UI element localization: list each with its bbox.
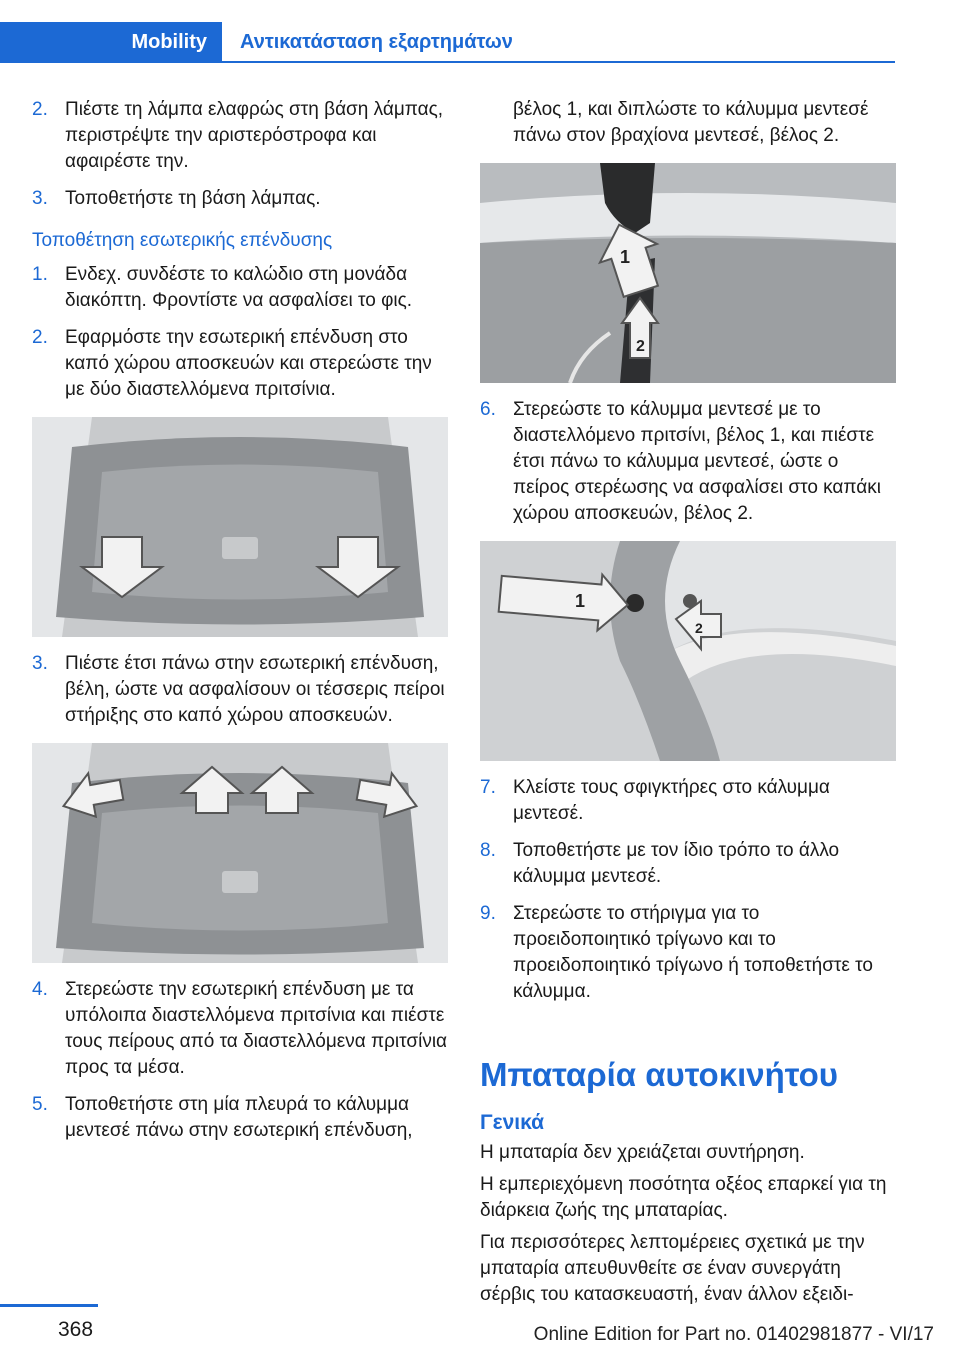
list-item <box>480 397 896 527</box>
step-number: 1. <box>32 264 48 285</box>
step-text: Κλείστε τους σφιγκτήρες στο κάλυμμα μεντεσέ. <box>513 777 830 824</box>
list-item <box>32 262 448 314</box>
step-number: 5. <box>32 1094 48 1115</box>
step-text: Τοποθετήστε με τον ίδιο τρόπο το άλλο κάλυμμα μεντεσέ. <box>513 840 840 887</box>
step-text: Ενδεχ. συνδέστε το καλώδιο στη μονάδα διακόπτη. Φροντίστε να ασφαλίσει το φις. <box>65 264 413 311</box>
list-item <box>32 97 448 175</box>
step-number: 8. <box>480 840 496 861</box>
step-text: Τοποθετήστε τη βάση λάμπας. <box>65 188 321 209</box>
step-number: 6. <box>480 399 496 420</box>
hinge-cover-figure-2 <box>480 541 896 761</box>
footer-divider <box>0 1304 98 1307</box>
step-number: 9. <box>480 903 496 924</box>
edition-footer: Online Edition for Part no. 01402981877 - VI/17 <box>533 1324 934 1345</box>
page-number: 368 <box>58 1318 94 1341</box>
step-text: Στερεώστε την εσωτερική επένδυση με τα υπόλοιπα διαστελλόμενα πριτσίνια και πιέστε τους πείρους από τα διαστελλόμενα πριτσίνια προς τα μέσα. <box>65 979 448 1078</box>
step-text: Πιέστε έτσι πάνω στην εσωτερική επένδυση, βέλη, ώστε να ασφαλίσουν οι τέσσερις πείροι στήριξης στο καπό χώρου αποσκευών. <box>65 653 445 726</box>
header-bar <box>0 22 895 62</box>
subheading: Τοποθέτηση εσωτερικής επένδυσης <box>32 230 333 251</box>
step-number: 3. <box>32 188 48 209</box>
continuation-text: βέλος 1, και διπλώστε το κάλυμμα μεντεσέ πάνω στον βραχίονα μεντεσέ, βέλος 2. <box>513 99 869 146</box>
list-item <box>32 1092 448 1144</box>
chapter-title[interactable]: Αντικατάσταση εξαρτημάτων <box>240 31 513 53</box>
step-text: Στερεώστε το κάλυμμα μεντεσέ με το διαστελλόμενο πριτσίνι, βέλος 1, και πιέστε έτσι πάνω το κάλυμμα μεντεσέ, ώστε ο πείρος στερέωσης να ασφαλίσει στο καπάκι χώρου αποσκευών, βέλος 2. <box>513 399 881 524</box>
step-number: 2. <box>32 327 48 348</box>
left-column <box>32 97 448 1155</box>
list-item <box>480 775 896 827</box>
list-item <box>32 325 448 403</box>
hinge-cover-figure-1 <box>480 163 896 383</box>
header-divider <box>0 61 895 63</box>
step-number: 4. <box>32 979 48 1000</box>
body-paragraph: Η εμπεριεχόμενη ποσότητα οξέος επαρκεί για τη διάρκεια ζωής της μπαταρίας. <box>480 1174 887 1221</box>
step-text: Εφαρμόστε την εσωτερική επένδυση στο καπό χώρου αποσκευών και στερεώστε την με δύο διαστελλόμενα πριτσίνια. <box>65 327 432 400</box>
section-heading: Μπαταρία αυτοκινήτου <box>480 1056 838 1093</box>
body-paragraph: Για περισσότερες λεπτομέρειες σχετικά με την μπαταρία απευθυνθείτε σε έναν συνεργάτη σέρβις του κατασκευαστή, έναν άλλον εξειδι- <box>480 1232 865 1305</box>
right-column <box>480 97 896 1314</box>
figure-callout-label: 2 <box>695 620 703 636</box>
figure-callout-label: 1 <box>620 247 631 267</box>
step-number: 3. <box>32 653 48 674</box>
figure-callout-label: 1 <box>575 591 586 611</box>
trunk-lining-figure-2 <box>32 743 448 963</box>
step-text: Τοποθετήστε στη μία πλευρά το κάλυμμα μεντεσέ πάνω στην εσωτερική επένδυση, <box>65 1094 413 1141</box>
trunk-lining-figure-1 <box>32 417 448 637</box>
step-number: 2. <box>32 99 48 120</box>
list-item <box>32 651 448 729</box>
step-text: Πιέστε τη λάμπα ελαφρώς στη βάση λάμπας, περιστρέψτε την αριστερόστροφα και αφαιρέστε την. <box>65 99 444 172</box>
list-item <box>480 838 896 890</box>
list-item <box>32 186 448 212</box>
list-item <box>32 977 448 1081</box>
body-paragraph: Η μπαταρία δεν χρειάζεται συντήρηση. <box>480 1142 805 1163</box>
section-tab[interactable]: Mobility <box>0 22 222 62</box>
list-item <box>480 901 896 1005</box>
step-text: Στερεώστε το στήριγμα για το προειδοποιητικό τρίγωνο και το προειδοποιητικό τρίγωνο ή τοποθετήστε το κάλυμμα. <box>513 903 873 1002</box>
subsection-heading: Γενικά <box>480 1111 545 1134</box>
figure-callout-label: 2 <box>636 338 645 355</box>
step-number: 7. <box>480 777 496 798</box>
